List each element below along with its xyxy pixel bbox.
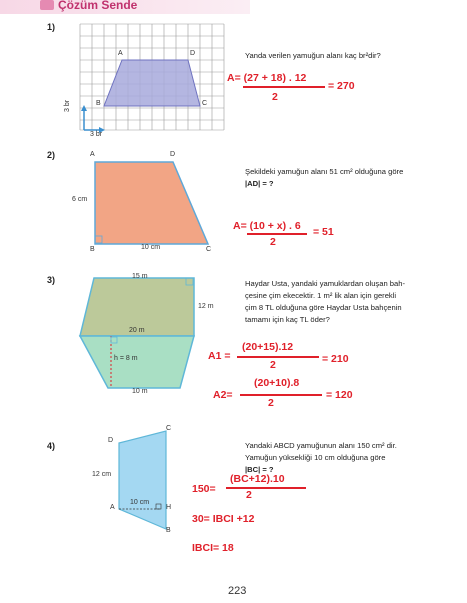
q4-eq1-fraction-line [226, 487, 306, 489]
q2-label-d: D [170, 151, 176, 158]
q2-number: 2) [47, 150, 56, 160]
q2-trapezoid [95, 162, 208, 244]
q3-a2-result: = 120 [326, 389, 353, 401]
q1-answer-numerator: A= (27 + 18) . 12 [227, 72, 307, 84]
q2-label-a: A [90, 151, 95, 158]
q4-eq1-denominator: 2 [246, 489, 252, 501]
q3-question-line1: Haydar Usta, yandaki yamuklardan oluşan bah- [245, 279, 405, 288]
q4-eq2: 30= IBCI +12 [192, 513, 255, 525]
q3-a2-label: A2= [213, 389, 233, 401]
q4-number: 4) [47, 441, 56, 451]
q1-label-a: A [118, 50, 123, 57]
q3-a2-numerator: (20+10).8 [254, 377, 300, 389]
q3-height-label: h = 8 m [114, 355, 138, 362]
q2-question-line1: Şekildeki yamuğun alanı 51 cm² olduğuna göre [245, 167, 404, 176]
q4-eq1-numerator: (BC+12).10 [230, 473, 285, 485]
q1-vert-unit: 3 br [64, 99, 71, 112]
q3-question-line4: tamamı için kaç TL öder? [245, 315, 330, 324]
section-icon [40, 0, 54, 10]
q3-a1-denominator: 2 [270, 359, 276, 371]
q4-question-line2: Yamuğun yüksekliği 10 cm olduğuna göre [245, 453, 386, 462]
q3-a2-denominator: 2 [268, 397, 274, 409]
q4-eq3: IBCI= 18 [192, 542, 234, 554]
q4-question-line3: |BC| = ? [245, 465, 274, 474]
q1-label-d: D [190, 50, 196, 57]
q2-answer-numerator: A= (10 + x) . 6 [233, 220, 301, 232]
q3-question-line3: çim 8 TL olduğuna göre Haydar Usta bahçenin [245, 303, 402, 312]
q3-top-label: 15 m [132, 273, 148, 280]
q3-number: 3) [47, 275, 56, 285]
q2-label-c: C [206, 246, 212, 253]
q4-label-h: H [166, 504, 172, 511]
q3-a1-fraction-line [237, 356, 319, 358]
q1-label-c: C [202, 100, 208, 107]
q4-label-d: D [108, 437, 114, 444]
q2-fraction-line [247, 233, 307, 235]
q3-bottom-trapezoid [80, 336, 194, 388]
q2-question-line2: |AD| = ? [245, 179, 274, 188]
q3-a1-result: = 210 [322, 353, 349, 365]
q4-question-line1: Yandaki ABCD yamuğunun alanı 150 cm² dir. [245, 441, 397, 450]
q4-eq1-left: 150= [192, 483, 216, 495]
q2-base-label: 10 cm [141, 244, 161, 251]
q4-label-a: A [110, 504, 115, 511]
q3-question-line2: çesine çim ekecektir. 1 m² lik alan için gerekli [245, 291, 397, 300]
q1-answer-result: = 270 [328, 80, 355, 92]
q3-a1-numerator: (20+15).12 [242, 341, 294, 353]
q1-horiz-unit: 3 br [90, 131, 103, 138]
q1-figure [70, 22, 230, 144]
q1-question: Yanda verilen yamuğun alanı kaç br²dir? [245, 51, 381, 60]
q4-label-c: C [166, 425, 172, 432]
q2-answer-result: = 51 [313, 226, 334, 238]
q1-answer-denominator: 2 [272, 91, 278, 103]
q4-trapezoid [119, 431, 166, 529]
q4-label-b: B [166, 527, 171, 534]
q1-trapezoid [104, 60, 200, 106]
q4-left-label: 12 cm [92, 471, 112, 478]
q2-side-label: 6 cm [72, 196, 88, 203]
q1-label-b: B [96, 100, 101, 107]
q2-label-b: B [90, 246, 95, 253]
q3-a1-label: A1 = [208, 350, 231, 362]
q2-answer-denominator: 2 [270, 236, 276, 248]
q4-figure [105, 425, 185, 537]
q1-number: 1) [47, 22, 56, 32]
q3-mid-label: 20 m [129, 327, 145, 334]
q4-height-label: 10 cm [130, 499, 150, 506]
q1-fraction-line [243, 86, 325, 88]
q3-bottom-label: 10 m [132, 388, 148, 395]
q2-figure [90, 158, 220, 248]
section-title: Çözüm Sende [58, 0, 138, 12]
page-number: 223 [228, 585, 247, 597]
q3-right-label: 12 m [198, 303, 214, 310]
q3-a2-fraction-line [240, 394, 322, 396]
